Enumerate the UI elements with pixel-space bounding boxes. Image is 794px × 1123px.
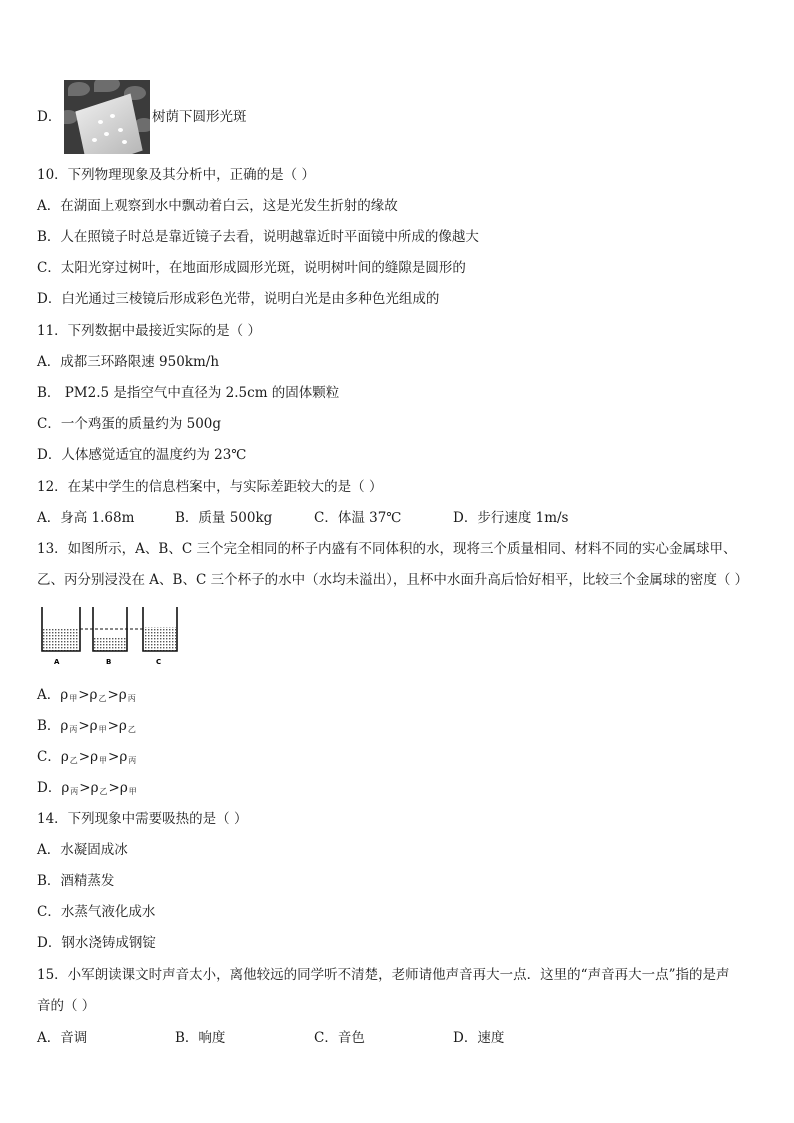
q14-stem: 14．下列现象中需要吸热的是（ ） [37, 811, 248, 827]
q13-option-label: A． [37, 687, 61, 703]
density-symbol: ρ [118, 687, 127, 703]
q11-option-b: B． PM2.5 是指空气中直径为 2.5cm 的固体颗粒 [37, 385, 340, 401]
greater-than-sign: > [108, 749, 120, 765]
three-beakers-figure [40, 605, 190, 667]
q13-stem-line2: 乙、丙分别浸没在 A、B、C 三个杯子的水中（水均未溢出），且杯中水面升高后恰好相平，比较三个金属球的密度（ ） [37, 572, 749, 588]
q11-stem: 11．下列数据中最接近实际的是（ ） [37, 323, 261, 339]
q11-option-d: D．人体感觉适宜的温度约为 23℃ [37, 447, 247, 463]
q15-option-d: D．速度 [453, 1030, 505, 1046]
density-subscript: 甲 [99, 756, 108, 765]
q10-option-d: D．白光通过三棱镜后形成彩色光带，说明白光是由多种色光组成的 [37, 291, 440, 307]
q12-stem: 12．在某中学生的信息档案中，与实际差距较大的是（ ） [37, 479, 383, 495]
density-subscript: 丙 [128, 756, 137, 765]
density-subscript: 乙 [99, 787, 108, 796]
q14-option-d: D．钢水浇铸成钢锭 [37, 935, 156, 951]
beaker-label-c: C [156, 658, 162, 666]
q11-option-a: A．成都三环路限速 950km/h [37, 354, 220, 370]
q12-option-c: C．体温 37℃ [314, 510, 402, 526]
q15-option-a: A．音调 [37, 1030, 88, 1046]
q12-option-a: A．身高 1.68m [37, 510, 135, 526]
q13-stem-line1: 13．如图所示，A、B、C 三个完全相同的杯子内盛有不同体积的水，现将三个质量相同、材料不同的实心金属球甲、 [37, 541, 737, 557]
density-subscript: 丙 [70, 787, 79, 796]
greater-than-sign: > [79, 780, 91, 796]
density-symbol: ρ [60, 749, 69, 765]
greater-than-sign: > [78, 749, 91, 765]
density-symbol: ρ [90, 749, 99, 765]
q12-option-d: D．步行速度 1m/s [453, 510, 569, 526]
beaker-c [143, 607, 177, 651]
density-symbol: ρ [118, 718, 127, 734]
q9-option-d-text: 树荫下圆形光斑 [152, 109, 247, 125]
greater-than-sign: > [78, 718, 90, 734]
q13-option-c [37, 748, 137, 770]
q9-option-d-label: D． [37, 109, 62, 125]
tree-shade-light-spots-image [64, 80, 150, 154]
greater-than-sign: > [107, 687, 119, 703]
density-symbol: ρ [60, 687, 69, 703]
greater-than-sign: > [107, 718, 119, 734]
q10-option-b: B．人在照镜子时总是靠近镜子去看，说明越靠近时平面镜中所成的像越大 [37, 229, 479, 245]
q10-stem: 10．下列物理现象及其分析中，正确的是（ ） [37, 167, 315, 183]
density-symbol: ρ [119, 780, 128, 796]
density-symbol: ρ [119, 749, 128, 765]
q13-option-label: C． [37, 749, 61, 765]
q14-option-c: C．水蒸气液化成水 [37, 904, 156, 920]
q14-option-a: A．水凝固成冰 [37, 842, 128, 858]
q15-option-b: B．响度 [175, 1030, 226, 1046]
density-symbol: ρ [89, 718, 98, 734]
beaker-a [42, 607, 80, 651]
q15-option-c: C．音色 [314, 1030, 365, 1046]
q14-option-b: B．酒精蒸发 [37, 873, 115, 889]
beaker-label-b: B [106, 658, 112, 666]
density-subscript: 乙 [127, 725, 136, 734]
density-subscript: 乙 [98, 694, 107, 703]
density-subscript: 甲 [98, 725, 107, 734]
q13-option-b [37, 717, 137, 739]
greater-than-sign: > [78, 687, 90, 703]
q13-option-label: D． [37, 780, 62, 796]
q13-option-d [37, 779, 138, 801]
density-subscript: 丙 [127, 694, 136, 703]
q15-stem-line1: 15．小军朗读课文时声音太小，离他较远的同学听不清楚，老师请他声音再大一点．这里的“声音再大一点”指的是声 [37, 967, 730, 983]
density-symbol: ρ [89, 687, 98, 703]
density-symbol: ρ [61, 780, 70, 796]
density-subscript: 乙 [69, 756, 78, 765]
q10-option-c: C．太阳光穿过树叶，在地面形成圆形光斑，说明树叶间的缝隙是圆形的 [37, 260, 466, 276]
q13-option-a [37, 686, 137, 708]
q13-option-label: B． [37, 718, 61, 734]
density-subscript: 丙 [69, 725, 78, 734]
greater-than-sign: > [108, 780, 120, 796]
density-symbol: ρ [90, 780, 99, 796]
density-symbol: ρ [60, 718, 69, 734]
density-subscript: 甲 [128, 787, 137, 796]
q10-option-a: A．在湖面上观察到水中飘动着白云，这是光发生折射的缘故 [37, 198, 398, 214]
q15-stem-line2: 音的（ ） [37, 998, 96, 1014]
q12-option-b: B．质量 500kg [175, 510, 273, 526]
density-subscript: 甲 [69, 694, 78, 703]
q11-option-c: C．一个鸡蛋的质量约为 500g [37, 416, 222, 432]
beaker-label-a: A [54, 658, 60, 666]
